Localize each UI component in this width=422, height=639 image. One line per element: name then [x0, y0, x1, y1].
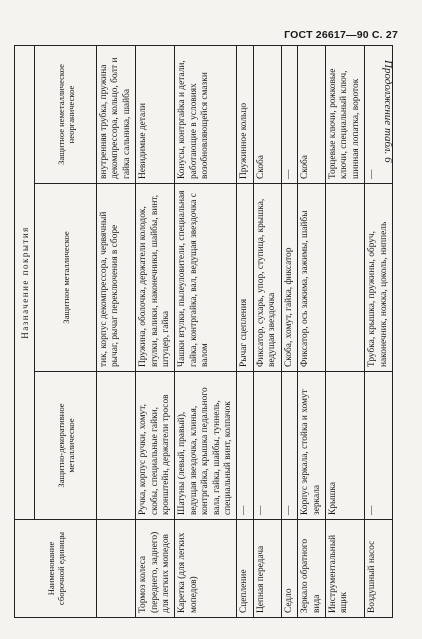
cell-decor: — — [253, 372, 281, 520]
table-row — [253, 45, 281, 617]
cell-unit: Каретка (для легких мопедов) — [175, 520, 237, 618]
cell-nonmetal: Скоба — [298, 45, 326, 183]
cell-decor — [97, 372, 136, 520]
cell-protect: тик, корпус декомпрессора, червячный рычаг, рычаг переключения в сборе — [97, 184, 136, 372]
cell-protect: Чашки втулки, пылеуловители, специальная гайка, контргайка, вал, ведущая звездочка с валом — [175, 184, 237, 372]
cell-decor: Крышка — [325, 372, 364, 520]
col-header-protect: Защитное металлическое — [35, 184, 97, 372]
cell-nonmetal: — — [281, 45, 297, 183]
col-header-decor: Защитно-декоративное металлическое — [35, 372, 97, 520]
cell-protect: Скоба, хомут, гайка, фиксатор — [281, 184, 297, 372]
cell-unit: Сцепление — [237, 520, 253, 618]
continuation-label: Продолжение табл. 6 — [382, 60, 394, 163]
cell-decor: — — [365, 372, 393, 520]
cell-protect: Трубка, крышка, пружины, обруч, наконечник, ножка, цоколь, ниппель — [365, 184, 393, 372]
cell-decor: Корпус зеркала, стойка и хомут зеркала — [298, 372, 326, 520]
cell-nonmetal: Торцевые ключи, рожковые ключи, специальный ключ, шинная лопатка, вороток — [325, 45, 364, 183]
cell-nonmetal: Конусы, контргайка и детали, работающие в условиях возобновляющейся смазки — [175, 45, 237, 183]
table-row — [136, 45, 175, 617]
cell-decor: — — [281, 372, 297, 520]
cell-unit — [97, 520, 136, 618]
table-row — [175, 45, 237, 617]
col-header-nonmetal: Защитное неметаллическое неорганическое — [35, 45, 97, 183]
cell-nonmetal: внутренняя трубка, пружина декомпрессора, кольцо, болт и гайка сальника, шайба — [97, 45, 136, 183]
cell-unit: Цепная передача — [253, 520, 281, 618]
cell-unit: Седло — [281, 520, 297, 618]
cell-unit: Тормоз колеса (переднего, заднего) для легких мопедов — [136, 520, 175, 618]
cell-nonmetal: Пружинное кольцо — [237, 45, 253, 183]
table-row — [325, 45, 364, 617]
coating-table — [14, 45, 393, 618]
table-row — [365, 45, 393, 617]
table-row — [281, 45, 297, 617]
table-row — [237, 45, 253, 617]
cell-nonmetal: — — [365, 45, 393, 183]
cell-protect: Пружина, оболочка, держатели колодок, втулки, валики, наконечники, шайбы, винт, штуцер, гайка — [136, 184, 175, 372]
cell-unit: Зеркало обратного вида — [298, 520, 326, 618]
col-header-unit: Наименование сборочной единицы — [15, 520, 97, 618]
cell-unit: Инструментальный ящик — [325, 520, 364, 618]
table-row — [97, 45, 136, 617]
cell-decor: — — [237, 372, 253, 520]
page-header: ГОСТ 26617—90 С. 27 — [284, 29, 398, 41]
col-group-header: Назначение покрытия — [15, 45, 35, 519]
cell-unit: Воздушный насос — [365, 520, 393, 618]
table-row — [298, 45, 326, 617]
cell-protect — [325, 184, 364, 372]
cell-protect: Фиксатор, сухарь, упор, ступица, крышка, ведущая звездочка — [253, 184, 281, 372]
cell-nonmetal: Скоба — [253, 45, 281, 183]
cell-protect: Фиксатор, ось зажима, зажимы, шайбы — [298, 184, 326, 372]
cell-decor: Ручка, корпус ручки, хомут, скобы, специальные гайки, кронштейн, держатели тросов — [136, 372, 175, 520]
cell-protect: Рычаг сцепления — [237, 184, 253, 372]
cell-nonmetal: Невидимые детали — [136, 45, 175, 183]
cell-decor: Шатуны (левый, правый), ведущая звездочка, клинья, контргайка, крышка педального вала, гайка, шайбы, туннель, специальный винт, колпачок — [175, 372, 237, 520]
